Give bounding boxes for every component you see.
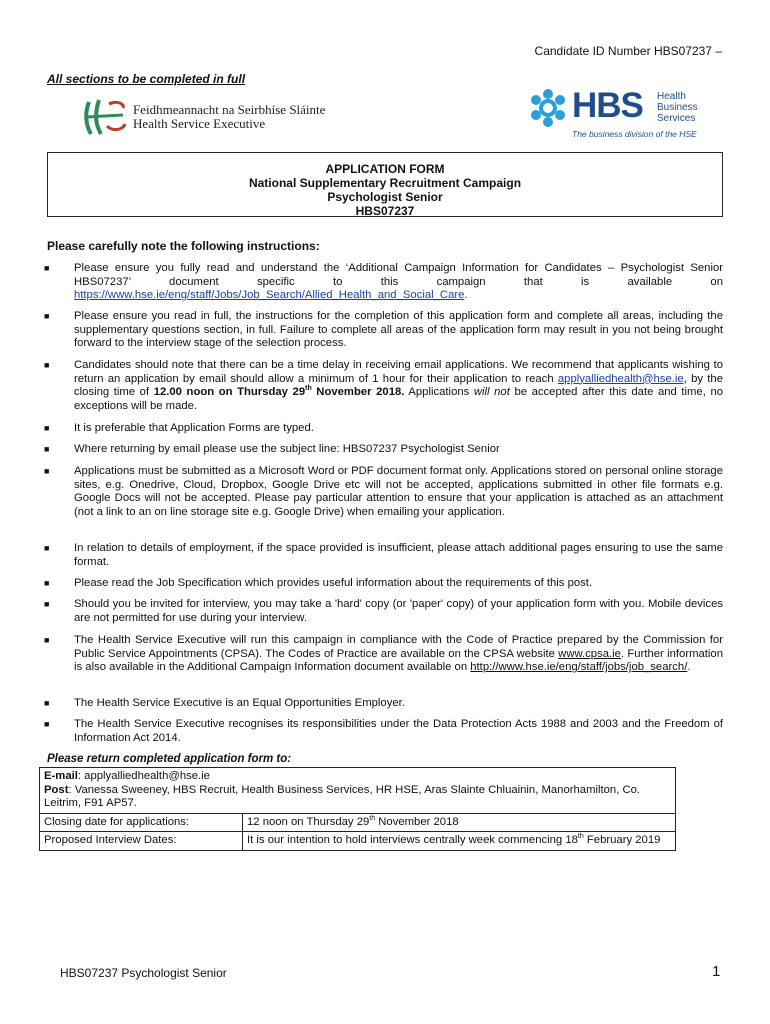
list-item: ■ Applications must be submitted as a Microsoft Word or PDF document format only. Applications stored on personal online storage sites, e.g. Onedrive, Cloud, Dropbox, Google Drive etc will not be accepted, applications submitted in other file formats e.g. Google Docs will not be accepted. Please pay particular attention to ensure that your application is attached as an attachment (not a link to an on line storage site e.g. Google Drive) when emailing your application. (44, 465, 723, 518)
hbs-logo-line-services: Services (657, 113, 696, 124)
page-number: 1 (712, 963, 721, 980)
hbs-logo-line-business: Business (657, 102, 698, 113)
hse-logo-english-text: Health Service Executive (133, 116, 266, 131)
contact-cell (40, 768, 676, 814)
list-item: ■ It is preferable that Application Forms are typed. (44, 422, 314, 434)
hbs-logo (528, 86, 728, 142)
list-item: ■ Where returning by email please use the subject line: HBS07237 Psychologist Senior (44, 443, 500, 455)
campaign-name: National Supplementary Recruitment Campaign (248, 176, 522, 190)
list-item: ■ Candidates should note that there can be a time delay in receiving email applications. We recommend that applicants wishing to return an application by email should allow a minimum of 1 hour for their application to reach applyalliedhealth@hse.ie, by the closing time of 12.00 noon on Thursday 29th November 2018. Applications will not be accepted after this date and time, no exceptions will be made. (44, 359, 724, 412)
interview-dates-label: Proposed Interview Dates: (40, 832, 243, 851)
application-form-title-box (47, 152, 723, 217)
hbs-logo-wordmark: HBS (572, 86, 643, 125)
candidate-id-number: Candidate ID Number HBS07237 – (534, 44, 722, 58)
job-search-link[interactable]: https://www.hse.ie/eng/staff/Jobs/Job_Search/Allied_Health_and_Social_Care (74, 289, 465, 302)
return-details-table (39, 767, 676, 851)
list-item: ■ Please ensure you fully read and understand the ‘Additional Campaign Information for Candidates – Psychologist Senior HBS07237’ document specific to this campaign that is available on https://www.hse.ie/eng/staff/Jobs/Job_Search/Allied_Health_and_Social_Care. (44, 262, 723, 302)
form-title: APPLICATION FORM (325, 162, 445, 176)
footer-reference: HBS07237 Psychologist Senior (60, 966, 227, 980)
hse-logo-mark-icon (83, 98, 129, 136)
post-value: : Vanessa Sweeney, HBS Recruit, Health Business Services, HR HSE, Aras Slainte Chluainin, Manorhamilton, Co. Leitrim, F91 AP57. (44, 783, 641, 809)
table-row (40, 813, 676, 832)
hbs-logo-tagline: The business division of the HSE (572, 129, 697, 139)
hse-logo-irish-text: Feidhmeannacht na Seirbhíse Sláinte (133, 102, 326, 117)
list-item: ■ The Health Service Executive will run this campaign in compliance with the Code of Practice prepared by the Commission for Public Service Appointments (CPSA). The Codes of Practice are available on the CPSA website www.cpsa.ie. Further information is also available in the Additional Campaign Information document available on http://www.hse.ie/eng/staff/jobs/job_search/. (44, 634, 723, 674)
instructions-heading: Please carefully note the following instructions: (47, 239, 320, 253)
list-item: ■ Please read the Job Specification which provides useful information about the requirements of this post. (44, 577, 593, 589)
table-row (40, 768, 676, 814)
hse-job-search-link[interactable]: http://www.hse.ie/eng/staff/jobs/job_search/ (470, 661, 688, 674)
closing-date-value: 12 noon on Thursday 29th November 2018 (243, 813, 676, 832)
list-item: ■ The Health Service Executive recognises its responsibilities under the Data Protection Acts 1988 and 2003 and the Freedom of Information Act 2014. (44, 718, 723, 744)
return-address-heading: Please return completed application form to: (47, 753, 292, 765)
campaign-reference: HBS07237 (355, 204, 415, 218)
cpsa-website-link[interactable]: www.cpsa.ie (558, 647, 621, 660)
list-item: ■ In relation to details of employment, if the space provided is insufficient, please attach additional pages ensuring to use the same format. (44, 542, 723, 568)
list-item: ■ The Health Service Executive is an Equal Opportunities Employer. (44, 697, 405, 709)
post-title: Psychologist Senior (327, 190, 443, 204)
table-row (40, 832, 676, 851)
post-label: Post (44, 783, 69, 796)
list-item: ■ Should you be invited for interview, you may take a 'hard' copy (or 'paper' copy) of your application form with you. Mobile devices are not permitted for use during your interview. (44, 598, 723, 624)
hbs-logo-mark-icon (528, 88, 568, 128)
email-label: E-mail (44, 770, 78, 782)
closing-date-label: Closing date for applications: (40, 813, 243, 832)
list-item: ■ Please ensure you read in full, the instructions for the completion of this application form and complete all areas, including the supplementary questions section, in full. Failure to complete all areas of the application form may result in you not being brought forward to the interview stage of the selection process. (44, 310, 723, 350)
hbs-logo-subtitle (657, 91, 698, 124)
hbs-logo-line-health: Health (657, 91, 686, 102)
all-sections-note: All sections to be completed in full (47, 72, 246, 86)
application-email-link[interactable]: applyalliedhealth@hse.ie (557, 372, 684, 385)
interview-dates-value: It is our intention to hold interviews centrally week commencing 18th February 2019 (243, 832, 676, 851)
email-value: : applyalliedhealth@hse.ie (77, 770, 210, 782)
hse-logo (83, 98, 325, 136)
